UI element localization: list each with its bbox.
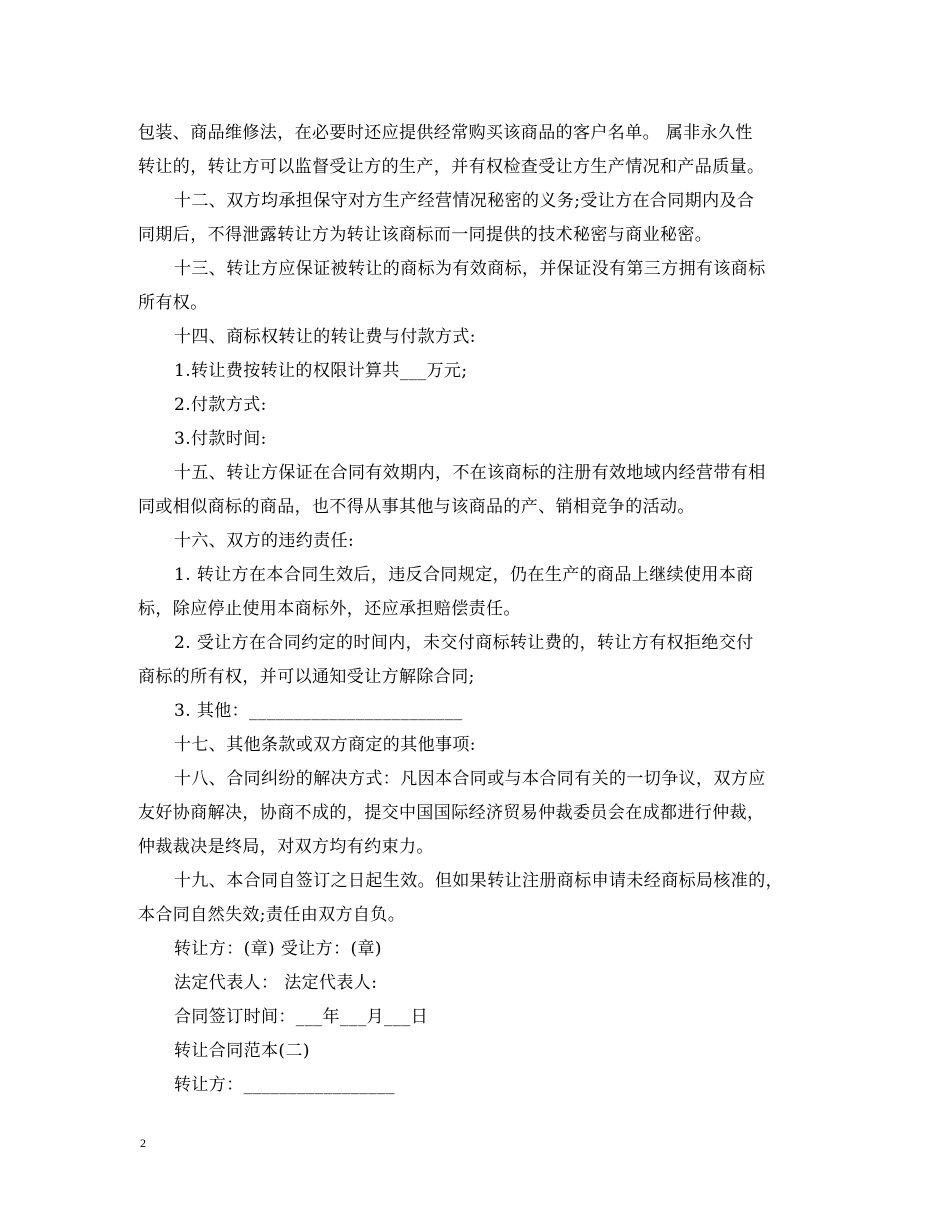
sub-item: 2. 受让方在合同约定的时间内，未交付商标转让费的，转让方有权拒绝交付 xyxy=(174,633,754,653)
clause-12: 十二、双方均承担保守对方生产经营情况秘密的义务;受让方在合同期内及合 xyxy=(174,191,755,211)
text-line: 仲裁裁决是终局，对双方均有约束力。 xyxy=(138,837,434,857)
clause-17: 十七、其他条款或双方商定的其他事项: xyxy=(174,735,476,755)
legal-representatives: 法定代表人： 法定代表人: xyxy=(174,973,378,993)
clause-14: 十四、商标权转让的转让费与付款方式: xyxy=(174,327,476,347)
page-number: 2 xyxy=(140,1136,146,1150)
sub-item: 3.付款时间: xyxy=(174,429,267,449)
text-line: 友好协商解决，协商不成的，提交中国国际经济贸易仲裁委员会在成都进行仲裁， xyxy=(138,803,765,823)
text-line: 转让的，转让方可以监督受让方的生产，并有权检查受让方生产情况和产品质量。 xyxy=(138,157,765,177)
text-line: 本合同自然失效;责任由双方自负。 xyxy=(138,905,406,925)
clause-15: 十五、转让方保证在合同有效期内，不在该商标的注册有效地域内经营带有相 xyxy=(174,463,766,483)
text-line: 所有权。 xyxy=(138,293,208,313)
clause-13: 十三、转让方应保证被转让的商标为有效商标，并保证没有第三方拥有该商标 xyxy=(174,259,766,279)
sub-item: 1.转让费按转让的权限计算共___万元; xyxy=(174,361,468,381)
sub-item: 1. 转让方在本合同生效后，违反合同规定，仍在生产的商品上继续使用本商 xyxy=(174,565,754,585)
clause-19: 十九、本合同自签订之日起生效。但如果转让注册商标申请未经商标局核准的， xyxy=(174,871,783,891)
signing-date: 合同签订时间：___年___月___日 xyxy=(174,1007,429,1027)
clause-18: 十八、合同纠纷的解决方式：凡因本合同或与本合同有关的一切争议，双方应 xyxy=(174,769,766,789)
transferor-field: 转让方：_________________ xyxy=(174,1075,395,1095)
sub-item: 2.付款方式: xyxy=(174,395,267,415)
clause-16: 十六、双方的违约责任: xyxy=(174,531,355,551)
text-line: 包装、商品维修法，在必要时还应提供经常购买该商品的客户名单。 属非永久性 xyxy=(138,123,753,143)
document-body xyxy=(138,116,828,1102)
text-line: 同或相似商标的商品，也不得从事其他与该商品的产、销相竞争的活动。 xyxy=(138,497,695,517)
section-heading: 转让合同范本(二) xyxy=(174,1041,310,1061)
text-line: 同期后，不得泄露转让方为转让该商标而一同提供的技术秘密与商业秘密。 xyxy=(138,225,713,245)
text-line: 商标的所有权，并可以通知受让方解除合同; xyxy=(138,667,475,687)
text-line: 标，除应停止使用本商标外，还应承担赔偿责任。 xyxy=(138,599,521,619)
sub-item: 3. 其他：________________________ xyxy=(174,701,463,721)
signature-parties: 转让方：(章) 受让方：(章) xyxy=(174,939,382,959)
